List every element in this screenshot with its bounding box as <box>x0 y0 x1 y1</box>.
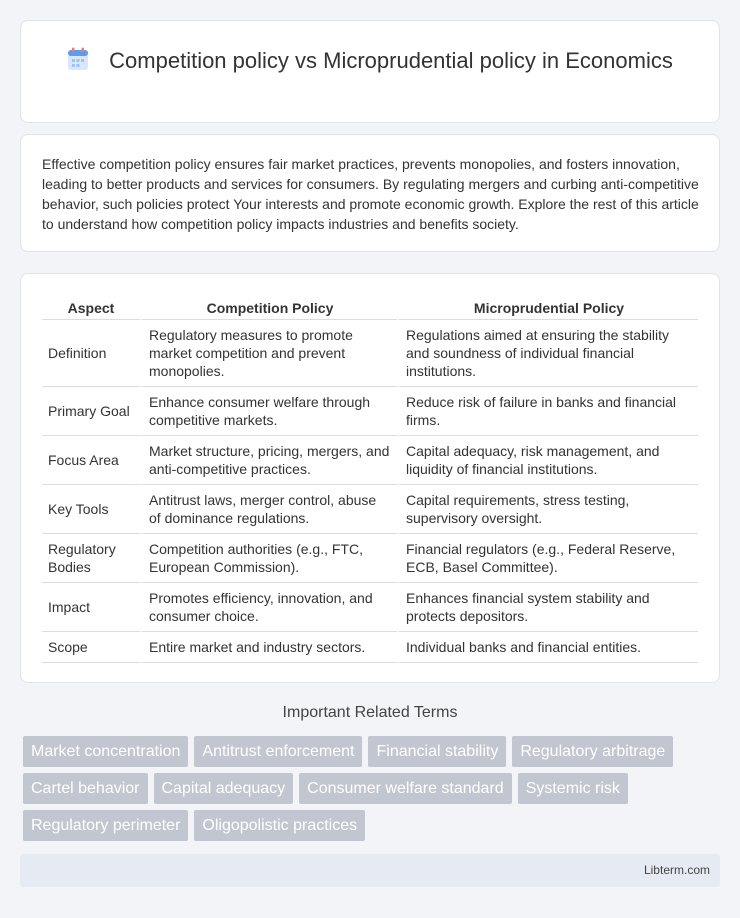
table-row <box>42 632 698 663</box>
footer-site-link[interactable]: Libterm.com <box>643 863 710 877</box>
comparison-table-card <box>20 273 720 683</box>
related-term-tag[interactable]: Consumer welfare standard <box>299 773 512 804</box>
related-term-tag[interactable]: Market concentration <box>23 736 188 767</box>
row-competition: Market structure, pricing, mergers, and anti-competitive practices. <box>140 436 397 485</box>
related-terms-list <box>23 736 703 847</box>
table-row <box>42 320 698 387</box>
row-aspect: Definition <box>42 320 140 387</box>
row-competition: Antitrust laws, merger control, abuse of dominance regulations. <box>140 485 397 534</box>
table-row <box>42 583 698 632</box>
header-microprudential-policy: Microprudential Policy <box>397 296 698 320</box>
row-aspect: Regulatory Bodies <box>42 534 140 583</box>
related-term-tag[interactable]: Regulatory perimeter <box>23 810 188 841</box>
table-header-row <box>42 296 698 320</box>
comparison-table <box>42 296 698 663</box>
header-competition-policy: Competition Policy <box>140 296 397 320</box>
row-competition: Enhance consumer welfare through competitive markets. <box>140 387 397 436</box>
related-terms-title: Important Related Terms <box>282 704 458 721</box>
table-row <box>42 387 698 436</box>
row-competition: Entire market and industry sectors. <box>140 632 397 663</box>
title-card <box>20 20 720 123</box>
table-row <box>42 436 698 485</box>
related-term-tag[interactable]: Capital adequacy <box>154 773 294 804</box>
calendar-icon <box>67 47 89 71</box>
page-title: Competition policy vs Microprudential policy in Economics <box>109 48 673 73</box>
row-competition: Competition authorities (e.g., FTC, European Commission). <box>140 534 397 583</box>
row-microprudential: Capital requirements, stress testing, supervisory oversight. <box>397 485 698 534</box>
row-aspect: Primary Goal <box>42 387 140 436</box>
row-microprudential: Regulations aimed at ensuring the stability and soundness of individual financial institutions. <box>397 320 698 387</box>
row-competition: Promotes efficiency, innovation, and consumer choice. <box>140 583 397 632</box>
row-microprudential: Financial regulators (e.g., Federal Reserve, ECB, Basel Committee). <box>397 534 698 583</box>
row-microprudential: Enhances financial system stability and protects depositors. <box>397 583 698 632</box>
row-competition: Regulatory measures to promote market competition and prevent monopolies. <box>140 320 397 387</box>
row-aspect: Focus Area <box>42 436 140 485</box>
related-term-tag[interactable]: Antitrust enforcement <box>194 736 362 767</box>
row-aspect: Scope <box>42 632 140 663</box>
table-row <box>42 485 698 534</box>
related-term-tag[interactable]: Systemic risk <box>518 773 628 804</box>
table-row <box>42 534 698 583</box>
footer-bar <box>20 854 720 887</box>
related-term-tag[interactable]: Cartel behavior <box>23 773 148 804</box>
row-aspect: Key Tools <box>42 485 140 534</box>
page-title-wrap <box>21 46 719 75</box>
related-term-tag[interactable]: Oligopolistic practices <box>194 810 365 841</box>
intro-card <box>20 134 720 252</box>
related-term-tag[interactable]: Financial stability <box>368 736 506 767</box>
row-aspect: Impact <box>42 583 140 632</box>
row-microprudential: Individual banks and financial entities. <box>397 632 698 663</box>
row-microprudential: Reduce risk of failure in banks and financial firms. <box>397 387 698 436</box>
related-term-tag[interactable]: Regulatory arbitrage <box>512 736 673 767</box>
intro-paragraph: Effective competition policy ensures fair market practices, prevents monopolies, and fosters innovation, leading to better products and services for consumers. By regulating mergers and curbing anti-competitive behavior, such policies protect Your interests and promote economic growth. Explore the rest of this article to understand how competition policy impacts industries and benefits society. <box>42 156 699 232</box>
header-aspect: Aspect <box>42 296 140 320</box>
row-microprudential: Capital adequacy, risk management, and liquidity of financial institutions. <box>397 436 698 485</box>
